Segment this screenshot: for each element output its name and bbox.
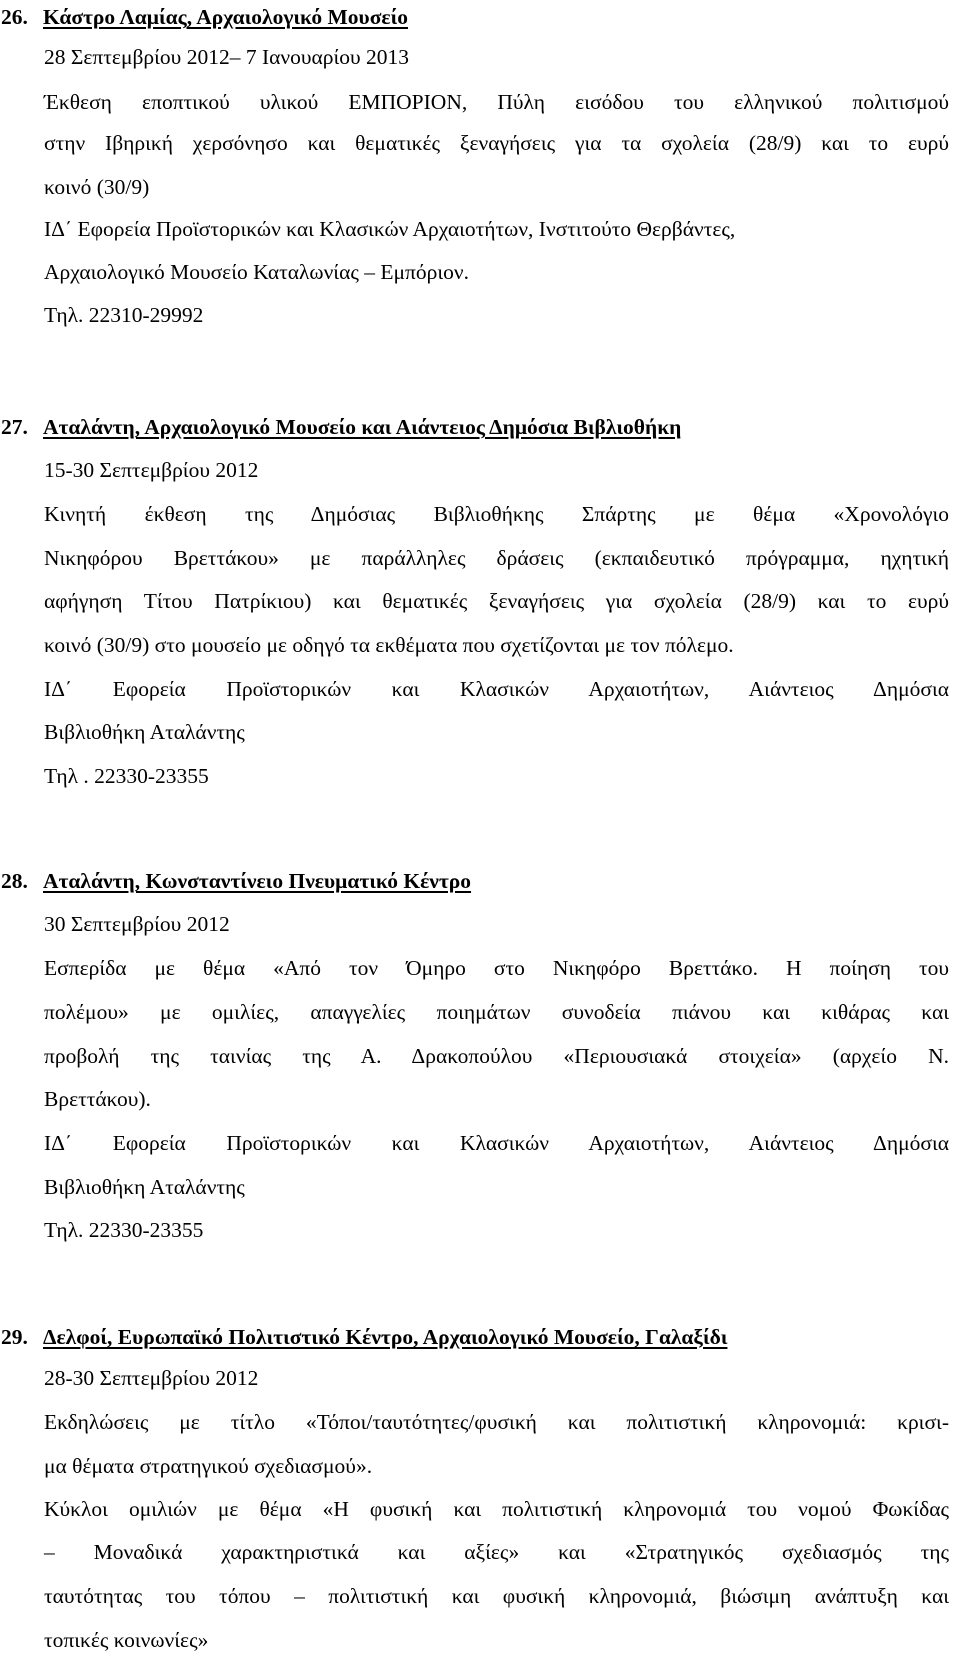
- entry-title-text: Κάστρο Λαμίας, Αρχαιολογικό Μουσείο: [43, 5, 408, 29]
- description-line: αφήγηση Τίτου Πατρίκιου) και θεματικές ξεναγήσεις για σχολεία (28/9) και το ευρύ: [44, 589, 949, 613]
- organizer-line: Αρχαιολογικό Μουσείο Καταλωνίας – Εμπόριον.: [44, 260, 469, 284]
- entry-title-text: Αταλάντη, Αρχαιολογικό Μουσείο και Αιάντειος Δημόσια Βιβλιοθήκη: [43, 415, 682, 439]
- organizer-line: Βιβλιοθήκη Αταλάντης: [44, 1175, 245, 1199]
- entry-number: 29.: [1, 1325, 28, 1349]
- description-line: μα θέματα στρατηγικού σχεδιασμού».: [44, 1454, 373, 1478]
- description-line: Εκδηλώσεις με τίτλο «Τόποι/ταυτότητες/φυσική και πολιτιστική κληρονομιά: κρισι-: [44, 1410, 949, 1434]
- phone-number: Τηλ . 22330-23355: [44, 764, 209, 788]
- description-line: Εσπερίδα με θέμα «Από τον Όμηρο στο Νικηφόρο Βρεττάκο. Η ποίηση του: [44, 956, 949, 980]
- description-line: Έκθεση εποπτικού υλικού ΕΜΠΟΡΙΟΝ, Πύλη εισόδου του ελληνικού πολιτισμού: [44, 90, 949, 114]
- description-line: ταυτότητας του τόπου – πολιτιστική και φυσική κληρονομιά, βιώσιμη ανάπτυξη και: [44, 1584, 949, 1608]
- entry-date: 28-30 Σεπτεμβρίου 2012: [44, 1366, 259, 1390]
- description-line: πολέμου» με ομιλίες, απαγγελίες ποιημάτων συνοδεία πιάνου και κιθάρας και: [44, 1000, 949, 1024]
- entry-title: [1, 1322, 727, 1352]
- phone-number: Τηλ. 22330-23355: [44, 1218, 204, 1242]
- description-line: στην Ιβηρική χερσόνησο και θεματικές ξεναγήσεις για τα σχολεία (28/9) και το ευρύ: [44, 131, 949, 155]
- description-line: κοινό (30/9): [44, 175, 150, 199]
- organizer-line: ΙΔ΄ Εφορεία Προϊστορικών και Κλασικών Αρχαιοτήτων, Αιάντειος Δημόσια: [44, 1131, 949, 1155]
- entry-number: 27.: [1, 415, 28, 439]
- entry-date: 30 Σεπτεμβρίου 2012: [44, 912, 230, 936]
- entry-title: [1, 2, 408, 32]
- entry-date: 15-30 Σεπτεμβρίου 2012: [44, 458, 259, 482]
- entry-date: 28 Σεπτεμβρίου 2012– 7 Ιανουαρίου 2013: [44, 45, 410, 69]
- description-line: κοινό (30/9) στο μουσείο με οδηγό τα εκθέματα που σχετίζονται με τον πόλεμο.: [44, 633, 734, 657]
- description-line: Νικηφόρου Βρεττάκου» με παράλληλες δράσεις (εκπαιδευτικό πρόγραμμα, ηχητική: [44, 546, 949, 570]
- description-line: Κύκλοι ομιλιών με θέμα «Η φυσική και πολιτιστική κληρονομιά του νομού Φωκίδας: [44, 1497, 949, 1521]
- entry-title-text: Δελφοί, Ευρωπαϊκό Πολιτιστικό Κέντρο, Αρχαιολογικό Μουσείο, Γαλαξίδι: [43, 1325, 728, 1349]
- phone-number: Τηλ. 22310-29992: [44, 303, 204, 327]
- organizer-line: Βιβλιοθήκη Αταλάντης: [44, 720, 245, 744]
- description-line: τοπικές κοινωνίες»: [44, 1628, 209, 1652]
- description-line: Βρεττάκου).: [44, 1087, 151, 1111]
- entry-title: [1, 412, 681, 442]
- organizer-line: ΙΔ΄ Εφορεία Προϊστορικών και Κλασικών Αρχαιοτήτων, Ινστιτούτο Θερβάντες,: [44, 217, 736, 241]
- description-line: Κινητή έκθεση της Δημόσιας Βιβλιοθήκης Σπάρτης με θέμα «Χρονολόγιο: [44, 502, 949, 526]
- entry-title-text: Αταλάντη, Κωνσταντίνειο Πνευματικό Κέντρο: [43, 869, 472, 893]
- organizer-line: ΙΔ΄ Εφορεία Προϊστορικών και Κλασικών Αρχαιοτήτων, Αιάντειος Δημόσια: [44, 677, 949, 701]
- description-line: – Μοναδικά χαρακτηριστικά και αξίες» και «Στρατηγικός σχεδιασμός της: [44, 1540, 949, 1564]
- description-line: προβολή της ταινίας της Α. Δρακοπούλου «Περιουσιακά στοιχεία» (αρχείο Ν.: [44, 1044, 949, 1068]
- entry-number: 26.: [1, 5, 28, 29]
- entry-number: 28.: [1, 869, 28, 893]
- entry-title: [1, 866, 471, 896]
